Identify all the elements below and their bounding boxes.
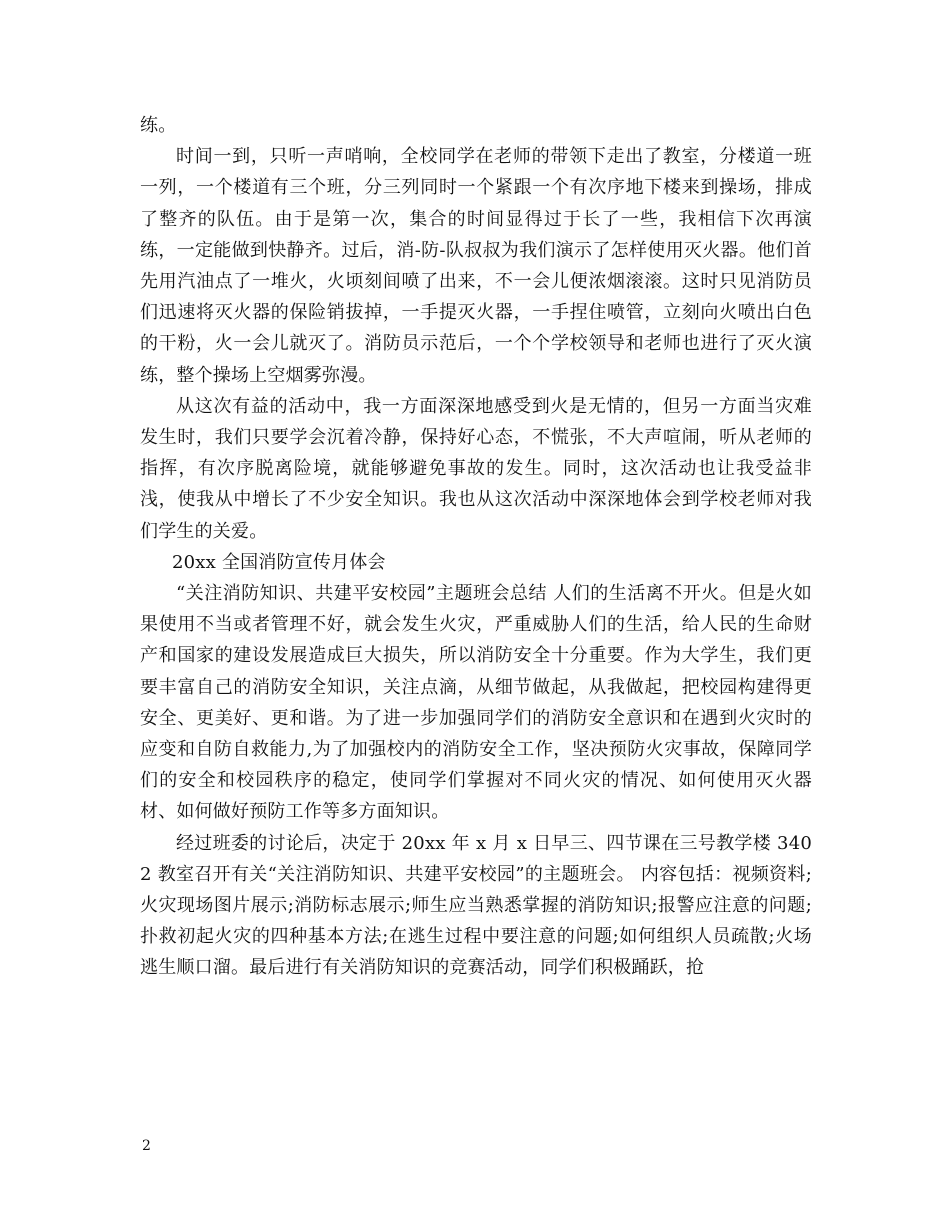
paragraph-meeting-content: 经过班委的讨论后，决定于 20xx 年 x 月 x 日早三、四节课在三号教学楼 3402 教室召开有关“关注消防知识、共建平安校园”的主题班会。 内容包括：视频资料;火灾现场图片展示;消防标志展示;师生应当熟悉掌握的消防知识;报警应注意的问题;扑救初起火灾的四种基本方法;在逃生过程中要注意的问题;如何组织人员疏散;火场逃生顺口溜。最后进行有关消防知识的竞赛活动，同学们积极踊跃，抢 xyxy=(140,832,812,979)
document-body xyxy=(140,110,812,984)
paragraph-class-meeting-summary: “关注消防知识、共建平安校园”主题班会总结 人们的生活离不开火。但是火如果使用不当或者管理不好，就会发生火灾，严重威胁人们的生活，给人民的生命财产和国家的建设发展造成巨大损失，所以消防安全十分重要。作为大学生，我们更要丰富自己的消防安全知识，关注点滴，从细节做起，从我做起，把校园构建得更安全、更美好、更和谐。为了进一步加强同学们的消防安全意识和在遇到火灾时的应变和自防自救能力,为了加强校内的消防安全工作，坚决预防火灾事故，保障同学们的安全和校园秩序的稳定，使同学们掌握对不同火灾的情况、如何使用灭火器材、如何做好预防工作等多方面知识。 xyxy=(140,583,812,823)
paragraph-reflection: 从这次有益的活动中，我一方面深深地感受到火是无情的，但另一方面当灾难发生时，我们只要学会沉着冷静，保持好心态，不慌张，不大声喧闹，听从老师的指挥，有次序脱离险境，就能够避免事故的发生。同时，这次活动也让我受益非浅，使我从中增长了不少安全知识。我也从这次活动中深深地体会到学校老师对我们学生的关爱。 xyxy=(140,395,812,542)
section-heading: 20xx 全国消防宣传月体会 xyxy=(172,551,386,573)
page-number: 2 xyxy=(142,1138,151,1154)
paragraph-continuation: 练。 xyxy=(140,115,177,136)
paragraph-drill-description: 时间一到，只听一声哨响，全校同学在老师的带领下走出了教室，分楼道一班一列，一个楼道有三个班，分三列同时一个紧跟一个有次序地下楼来到操场，排成了整齐的队伍。由于是第一次，集合的时间显得过于长了一些，我相信下次再演练，一定能做到快静齐。过后，消-防-队叔叔为我们演示了怎样使用灭火器。他们首先用汽油点了一堆火，火顷刻间喷了出来，不一会儿便浓烟滚滚。这时只见消防员们迅速将灭火器的保险销拔掉，一手提灭火器，一手捏住喷管，立刻向火喷出白色的干粉，火一会儿就灭了。消防员示范后，一个个学校领导和老师也进行了灭火演练，整个操场上空烟雾弥漫。 xyxy=(140,146,812,386)
